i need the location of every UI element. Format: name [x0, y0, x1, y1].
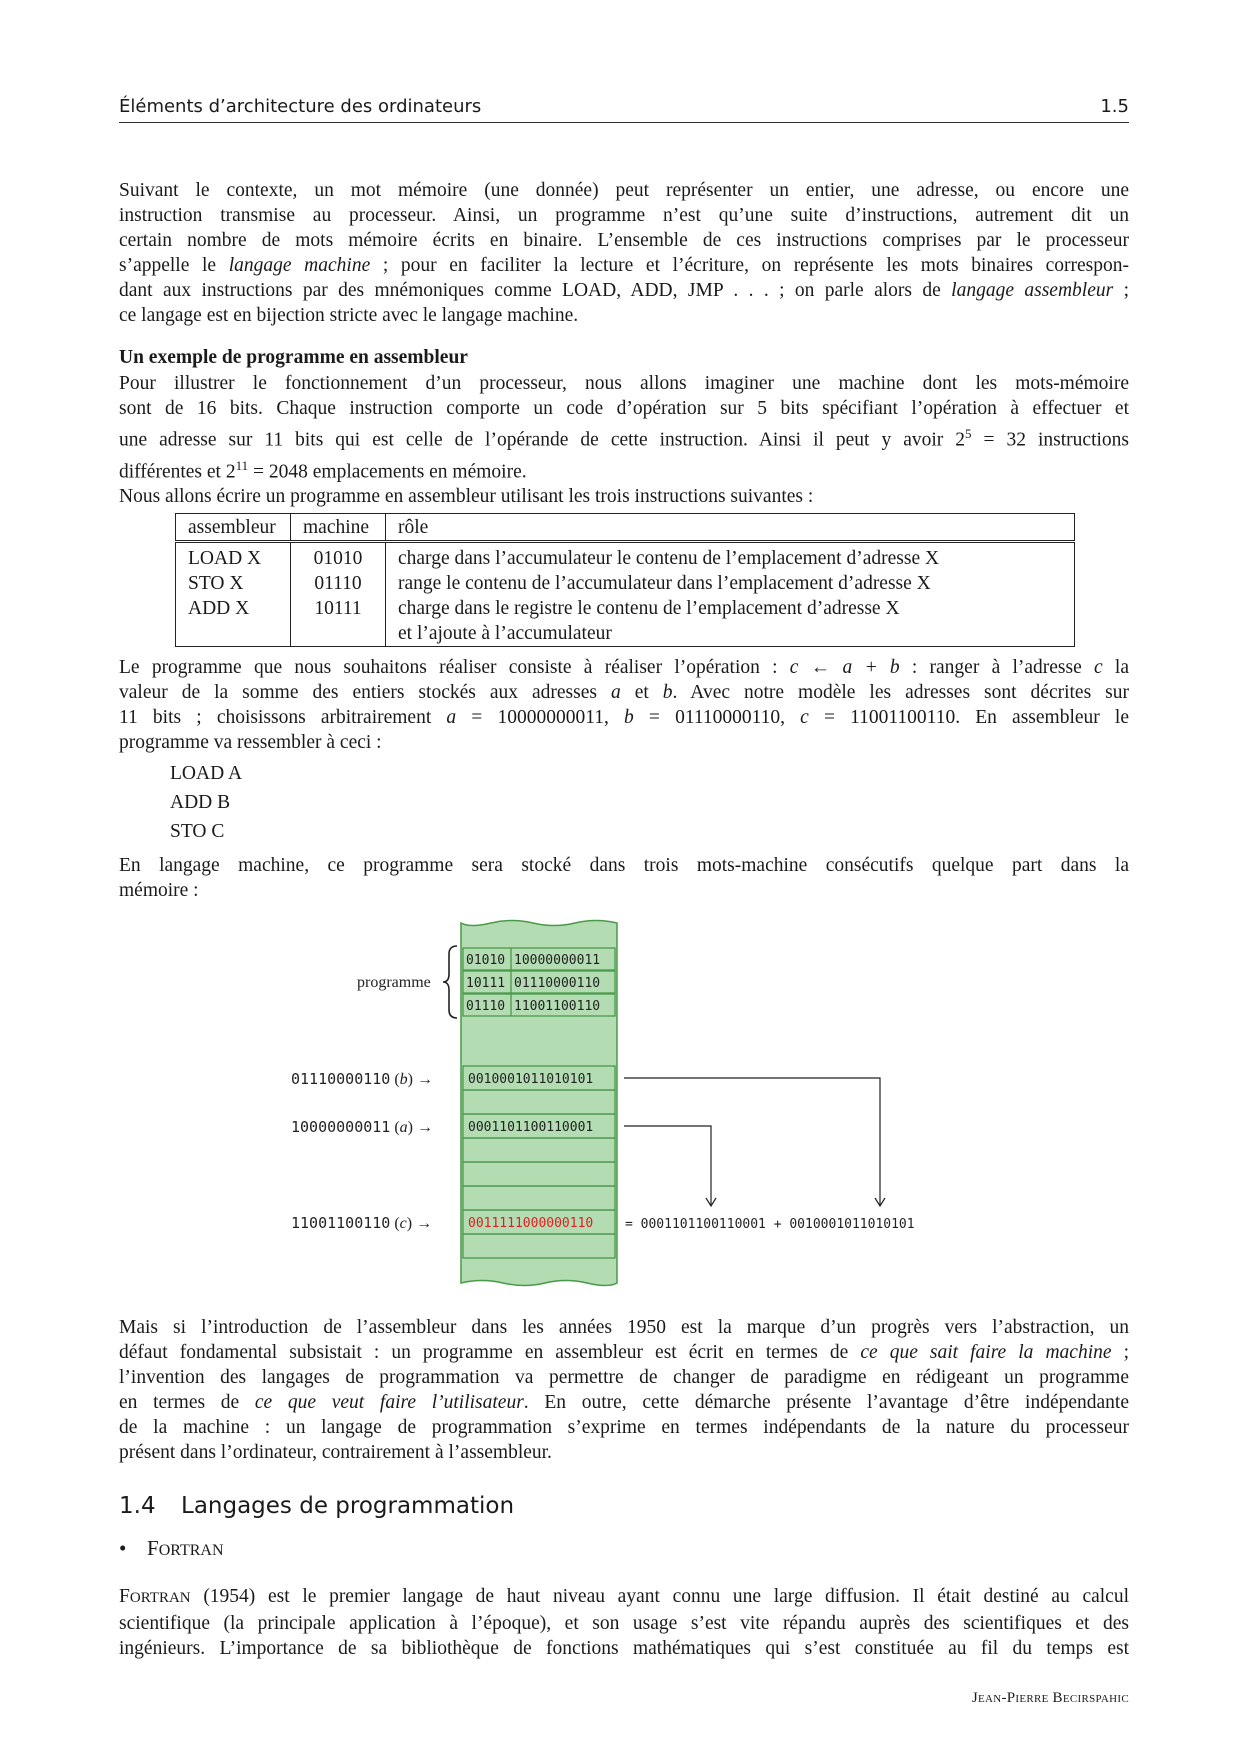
connector-a — [624, 1126, 711, 1205]
section-heading — [119, 1493, 514, 1519]
text-line: défaut fondamental subsistait : un programme en assembleur est écrit en termes de ce que sait faire la machine ; — [119, 1342, 1129, 1363]
column-header: assembleur — [176, 514, 291, 542]
text-line: programme va ressembler à ceci : — [119, 732, 382, 753]
program-op: 01010 — [466, 953, 506, 968]
paragraph-fortran — [119, 1584, 1129, 1661]
text-line: ce langage est en bijection stricte avec le langage machine. — [119, 305, 579, 326]
text-line: 11 bits ; choisissons arbitrairement a = 10000000011, b = 01110000110, c = 11001100110. En assembleur le — [119, 707, 1129, 728]
text-line: scientifique (la principale application à l’époque), et son usage s’est vite répandu auprès des scientifiques et des — [119, 1613, 1129, 1634]
cell-value-b: 0010001011010101 — [468, 1072, 594, 1087]
connectors — [624, 1078, 885, 1206]
text-line: En langage machine, ce programme sera stocké dans trois mots-machine consécutifs quelque part dans la — [119, 855, 1129, 876]
section-number: 1.4 — [119, 1493, 156, 1519]
text-line: dant aux instructions par des mnémoniques comme LOAD, ADD, JMP . . . ; on parle alors de langage assembleur ; — [119, 280, 1129, 301]
text-line: Nous allons écrire un programme en assembleur utilisant les trois instructions suivantes : — [119, 486, 814, 507]
program-addr: 11001100110 — [514, 999, 601, 1014]
text-line: certain nombre de mots mémoire écrits en binaire. L’ensemble de ces instructions comprises par le processeur — [119, 230, 1129, 251]
header-title: Éléments d’architecture des ordinateurs — [119, 96, 482, 117]
text-line: sont de 16 bits. Chaque instruction comporte un code d’opération sur 5 bits spécifiant l’opération à effectuer et — [119, 398, 1129, 419]
text-line: s’appelle le langage machine ; pour en faciliter la lecture et l’écriture, on représente les mots binaires correspon- — [119, 255, 1129, 276]
program-brace — [443, 946, 457, 1018]
text-line: Pour illustrer le fonctionnement d’un processeur, nous allons imaginer une machine dont les mots-mémoire — [119, 373, 1129, 394]
cell-asm: LOAD X STO X ADD X — [176, 542, 291, 647]
header-page-number: 1.5 — [1100, 96, 1129, 117]
program-op: 01110 — [466, 999, 506, 1014]
section-title: Langages de programmation — [181, 1493, 515, 1519]
address-label-a: 10000000011 (a) → — [291, 1118, 433, 1136]
text-line: présent dans l’ordinateur, contrairement à l’assembleur. — [119, 1442, 552, 1463]
connector-b — [624, 1078, 880, 1205]
text-line: en termes de ce que veut faire l’utilisateur. En outre, cette démarche présente l’avantage d’être indépendante — [119, 1392, 1129, 1413]
program-op: 10111 — [466, 976, 506, 991]
text-line: FORTRAN (1954) est le premier langage de haut niveau ayant connu une large diffusion. Il était destiné au calcul — [119, 1586, 1129, 1607]
text-line: de la machine : un langage de programmation s’exprime en termes indépendants de la nature du processeur — [119, 1417, 1129, 1438]
footer-author: JEAN-PIERRE BECIRSPAHIC — [971, 1690, 1129, 1706]
code-line: LOAD A — [170, 763, 243, 784]
text-line: différentes et $2^{11} = 2048$ emplacements en mémoire. — [119, 457, 527, 482]
cell-machine: 01010 01110 10111 — [291, 542, 386, 647]
program-addr: 10000000011 — [514, 953, 601, 968]
column-header: machine — [291, 514, 386, 542]
text-line: instruction transmise au processeur. Ainsi, un programme n’est qu’une suite d’instructions, autrement dit un — [119, 205, 1129, 226]
paragraph-abstraction — [119, 1315, 1129, 1465]
text-line: valeur de la somme des entiers stockés aux adresses a et b. Avec notre modèle les adresses sont décrites sur — [119, 682, 1129, 703]
text-line: mémoire : — [119, 880, 199, 901]
address-label-c: 11001100110 (c) → — [291, 1214, 433, 1232]
cell-value-c: 0011111000000110 — [468, 1216, 594, 1231]
cell-value-a: 0001101100110001 — [468, 1120, 594, 1135]
address-label-b: 01110000110 (b) → — [291, 1070, 433, 1088]
code-line: ADD B — [170, 792, 231, 813]
bullet-icon: • — [119, 1536, 127, 1560]
text-line: ingénieurs. L’importance de sa bibliothèque de fonctions mathématiques qui s’est constituée au fil du temps est — [119, 1638, 1129, 1659]
text-line: Mais si l’introduction de l’assembleur dans les années 1950 est la marque d’un progrès vers l’abstraction, un — [119, 1317, 1129, 1338]
subsection-heading-fortran: • FORTRAN — [119, 1536, 224, 1560]
text-line: une adresse sur 11 bits qui est celle de l’opérande de cette instruction. Ainsi il peut y avoir $2^5 = 32$ instructions — [119, 426, 1129, 451]
example-heading: Un exemple de programme en assembleur — [119, 347, 468, 368]
sum-expression: = 0001101100110001 + 0010001011010101 — [625, 1217, 915, 1232]
text-line: l’invention des langages de programmation va permettre de changer de paradigme en rédigeant un programme — [119, 1367, 1129, 1388]
code-line: STO C — [170, 821, 225, 842]
column-header: rôle — [386, 514, 1075, 542]
program-label: programme — [357, 974, 431, 991]
cell-role: charge dans l’accumulateur le contenu de l’emplacement d’adresse X range le contenu de l’accumulateur dans l’emplacement d’adresse X charge dans le registre le contenu de l’emplacement d’adresse X et l’ajoute à l’accumulateur — [398, 548, 940, 644]
text-line: Le programme que nous souhaitons réaliser consiste à réaliser l’opération : c ← a + b : ranger à l’adresse c la — [119, 657, 1130, 678]
text-line: Suivant le contexte, un mot mémoire (une donnée) peut représenter un entier, une adresse, ou encore une — [119, 180, 1129, 201]
program-addr: 01110000110 — [514, 976, 601, 991]
